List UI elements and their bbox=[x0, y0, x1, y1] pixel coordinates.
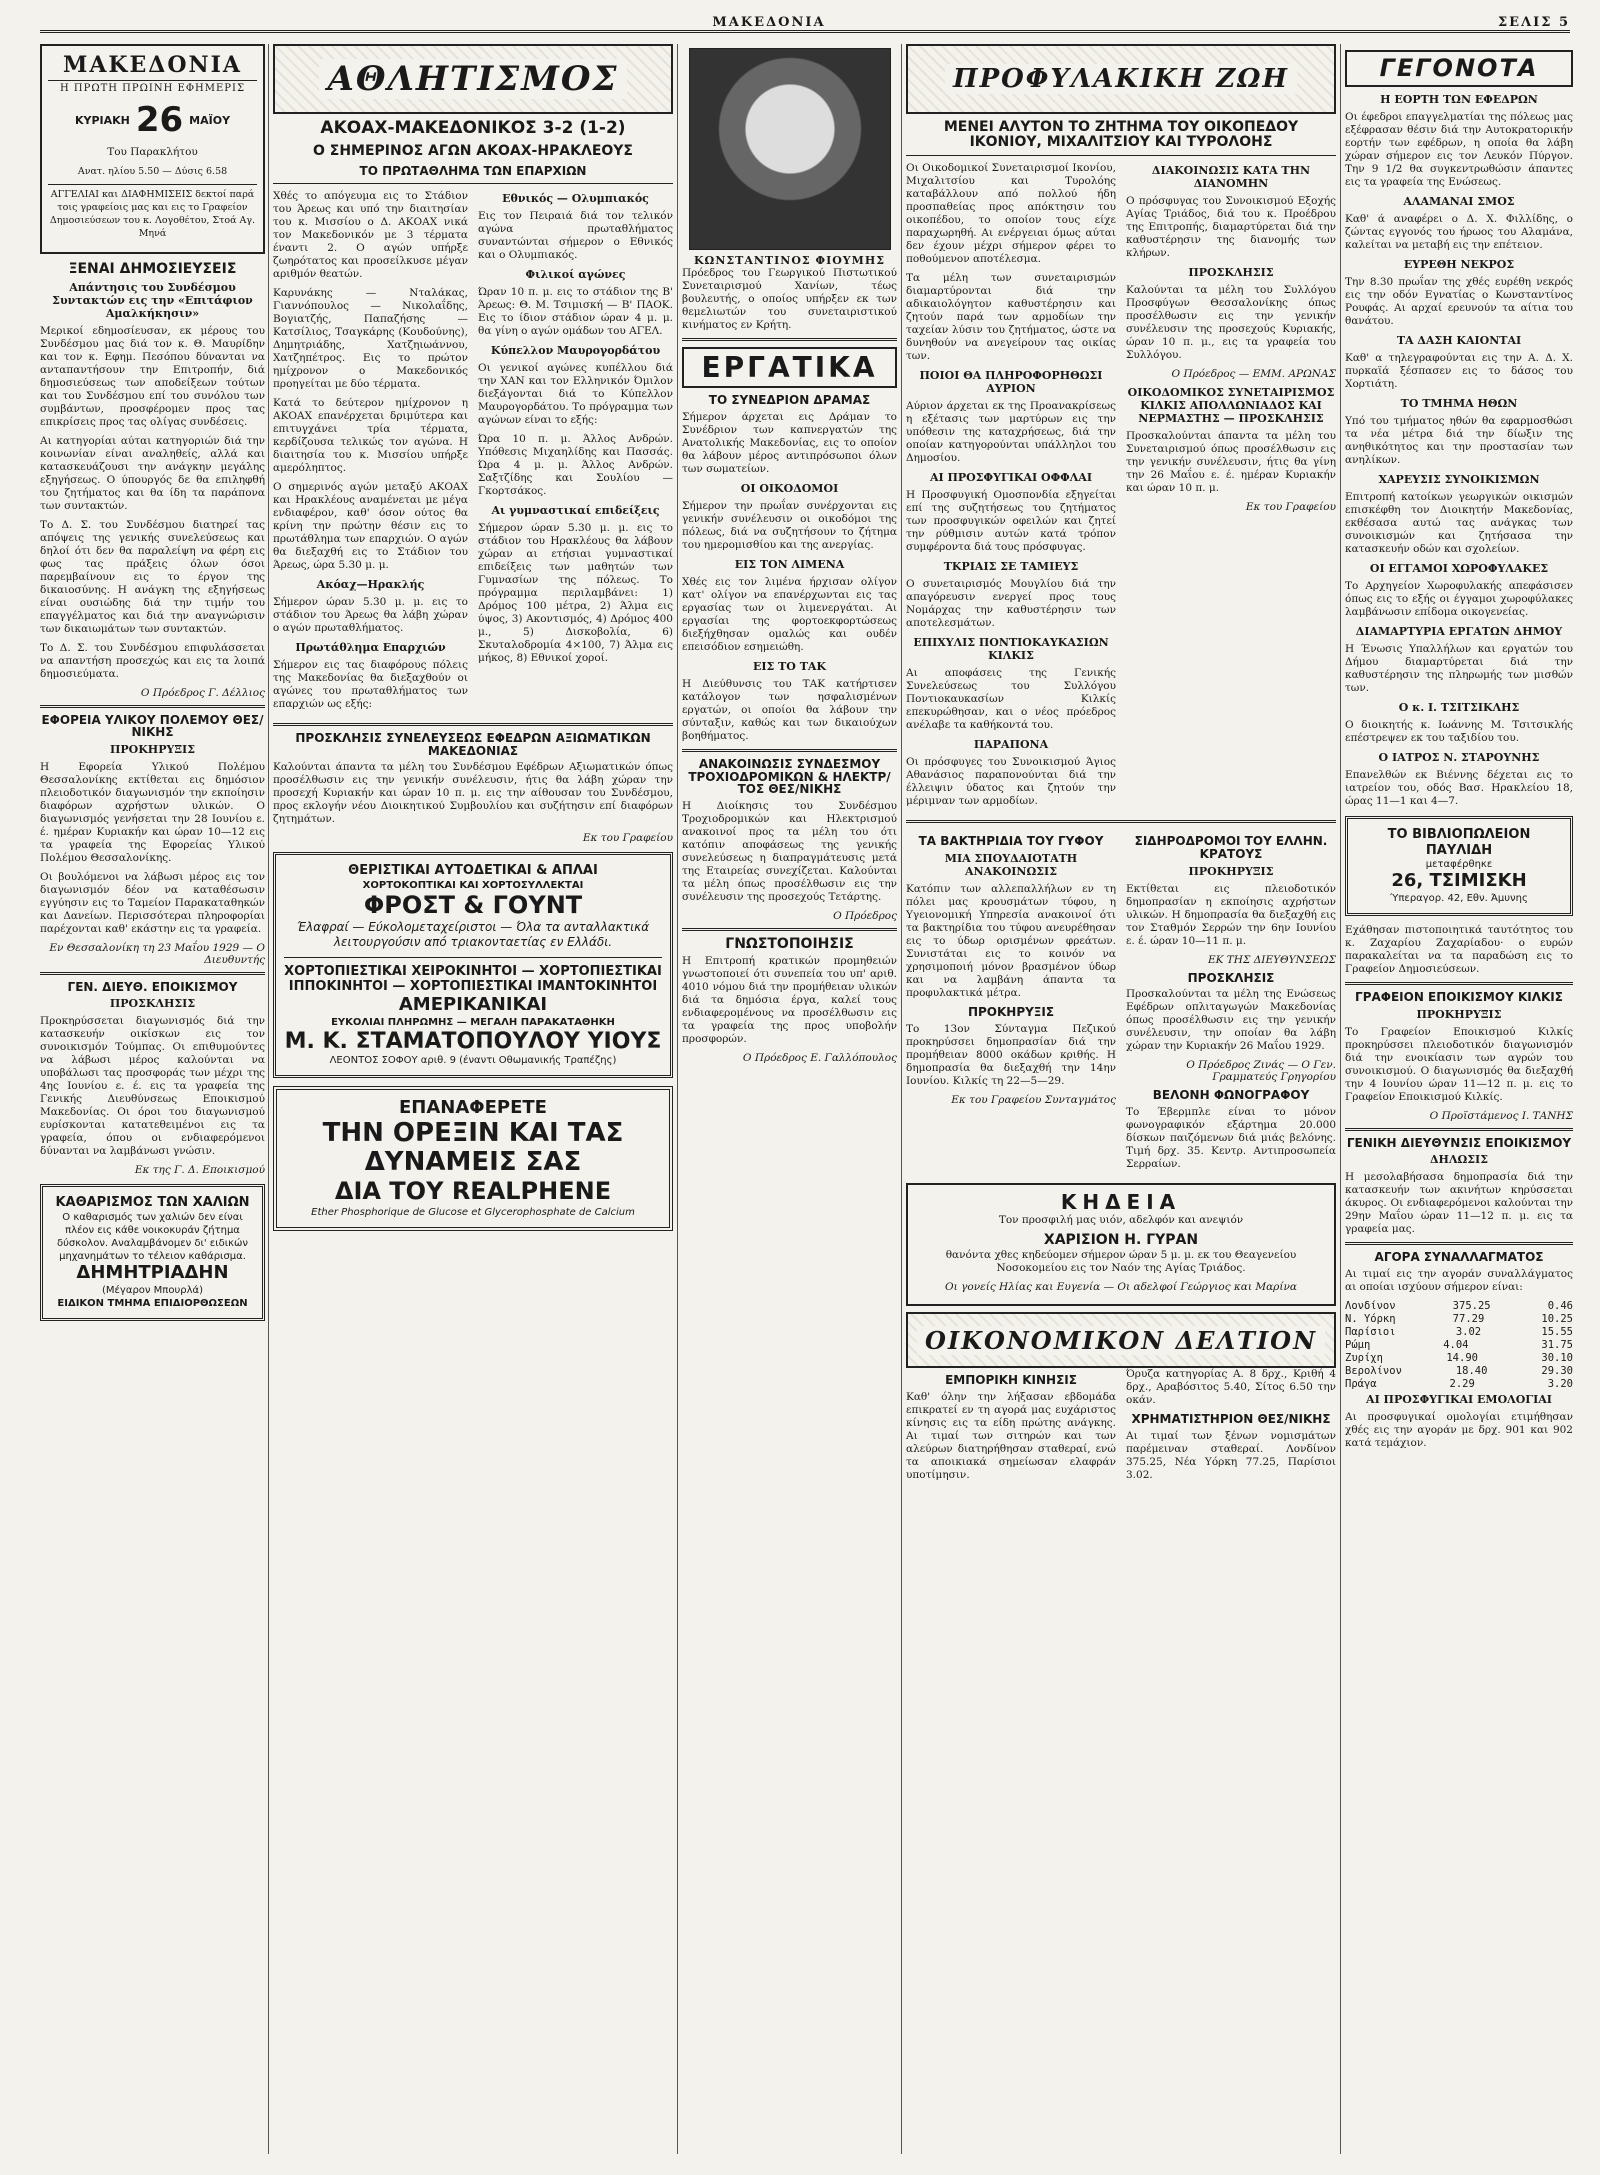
ad-address: ΛΕΟΝΤΟΣ ΣΟΦΟΥ αριθ. 9 (έναντι Οθωμανικής Τραπέζης) bbox=[329, 1054, 617, 1066]
article-text: Εις τον Πειραιά διά τον τελικόν αγώνα πρωταθλήματος συναντώνται σήμερον ο Εθνικός και ο Ολυμπιακός. bbox=[478, 210, 673, 262]
article-text: Αι αποφάσεις της Γενικής Συνελεύσεως του Συλλόγου Ποντιοκαυκασίων Κιλκίς επεκυρώθησαν, και ο νέος πρόεδρος ανέλαβε τα καθήκοντά του. bbox=[906, 667, 1116, 732]
article-text: Η Διεύθυνσις του ΤΑΚ κατήρτισεν κατάλογον των ησφαλισμένων εργατών, οι οποίοι θα λάβουν την σύνταξιν, καθώς και των δικαιούχων βοηθήματος. bbox=[682, 677, 897, 742]
article-text: Ο πρόσφυγας του Συνοικισμού Εξοχής Αγίας Τριάδος, διά του κ. Προέδρου της Επιτροπής, διαμαρτύρεται διά την καθυστέρησιν της διανομής των κλήρων. bbox=[1126, 195, 1336, 260]
signature: Ο Πρόεδρος bbox=[833, 909, 897, 922]
signature: Εκ του Γραφείου bbox=[582, 832, 673, 845]
headline-general-directorate: ΓΕΝΙΚΗ ΔΙΕΥΘΥΝΣΙΣ ΕΠΟΙΚΙΣΜΟΥ bbox=[1346, 1135, 1572, 1150]
separator bbox=[40, 972, 265, 975]
signature: Ο Πρόεδρος Ε. Γαλλόπουλος bbox=[742, 1052, 897, 1065]
banner-title: ΓΕΓΟΝΟΤΑ bbox=[1379, 54, 1539, 82]
ad-line: ΤΗΝ ΟΡΕΞΙΝ ΚΑΙ ΤΑΣ ΔΥΝΑΜΕΙΣ ΣΑΣ bbox=[322, 1117, 624, 1178]
headline-foreign: ΞΕΝΑΙ ΔΗΜΟΣΙΕΥΣΕΙΣ bbox=[68, 261, 237, 277]
banner-title: ΕΡΓΑΤΙΚΑ bbox=[701, 351, 878, 384]
price-cell-v1: 4.04 bbox=[1443, 1338, 1469, 1351]
ad-harvesters bbox=[273, 852, 673, 1078]
article-text: Οι πρόσφυγες του Συνοικισμού Άγιος Αθανάσιος παραπονούνται διά την έλλειψιν ύδατος και ζητούν την μέριμναν των αρμοδίων. bbox=[906, 756, 1116, 808]
headline-tax: ΕΦΟΡΕΙΑ ΥΛΙΚΟΥ ΠΟΛΕΜΟΥ ΘΕΣ/ΝΙΚΗΣ bbox=[41, 712, 264, 740]
ad-brand: ΦΡΟΣΤ & ΓΟΥΝΤ bbox=[363, 890, 583, 919]
section-heading: ΑΛΑΜΑΝΑΙ ΣΜΟΣ bbox=[1403, 195, 1515, 209]
ad-title: ΚΑΘΑΡΙΣΜΟΣ ΤΩΝ ΧΑΛΙΩΝ bbox=[55, 1195, 250, 1211]
separator bbox=[682, 338, 897, 341]
section-banner-labor bbox=[682, 347, 897, 388]
section-banner-economics bbox=[906, 1312, 1336, 1368]
ad-text: Ο καθαρισμός των χαλιών δεν είναι πλέον εις κάθε νοικοκυράν ζήτημα δύσκολον. Αναλαμβάνομεν δι' ειδικών μηχανημάτων το τέλειον καθάρισμα. bbox=[57, 1212, 248, 1263]
schedule-heading: Ακόαχ—Ηρακλής bbox=[316, 578, 425, 592]
sub-column-right bbox=[1126, 1368, 1336, 1488]
headline-drama: ΤΟ ΣΥΝΕΔΡΙΟΝ ΔΡΑΜΑΣ bbox=[708, 393, 871, 408]
schedule-heading: Πρωτάθλημα Επαρχιών bbox=[295, 641, 446, 655]
ad-line: ΧΟΡΤΟΚΟΠΤΙΚΑΙ ΚΑΙ ΧΟΡΤΟΣΥΛΛΕΚΤΑΙ bbox=[362, 879, 584, 891]
price-cell-v2: 3.20 bbox=[1547, 1377, 1573, 1390]
article-text: Το Έβερμπλε είναι το μόνον φωνογραφικόν εξάρτημα 20.000 δίσκων παιζόμενων διά μιάς βελόνης. Τιμή δρχ. 35. Κεντρ. Αντιπροσωπεία Σερραίων. bbox=[1126, 1105, 1336, 1170]
price-cell-name: Λονδίνον bbox=[1345, 1299, 1396, 1312]
ad-line: ΕΠΑΝΑΦΕΡΕΤΕ bbox=[399, 1096, 547, 1118]
sub-column-right bbox=[1126, 829, 1336, 1176]
article-text: Υπό του τμήματος ηθών θα εφαρμοσθώσι τα νέα μέτρα διά την δίωξιν της ανηθικότητος και την προστασίαν των ανηλίκων. bbox=[1345, 415, 1573, 467]
ad-line: ΧΟΡΤΟΠΙΕΣΤΙΚΑΙ ΧΕΙΡΟΚΙΝΗΤΟΙ — ΧΟΡΤΟΠΙΕΣΤΙΚΑΙ ΙΠΠΟΚΙΝΗΤΟΙ — ΧΟΡΤΟΠΙΕΣΤΙΚΑΙ ΙΜΑΝΤΟΚΙΝΗΤΟΙ bbox=[284, 963, 662, 995]
dateline bbox=[48, 100, 257, 140]
section-heading: ΕΥΡΕΘΗ ΝΕΚΡΟΣ bbox=[1403, 258, 1515, 272]
section-heading: ΑΙ ΠΡΟΣΦΥΓΙΚΑΙ ΟΦΦΛΑΙ bbox=[930, 471, 1092, 485]
signature: Ο Πρόεδρος Γ. Δέλλιος bbox=[140, 686, 265, 699]
price-cell-name: Παρίσιοι bbox=[1345, 1325, 1396, 1338]
section-heading: ΟΙΚΟΔΟΜΙΚΟΣ ΣΥΝΕΤΑΙΡΙΣΜΟΣ ΚΙΛΚΙΣ ΑΠΟΛΛΩΝΙΑΔΟΣ ΚΑΙ ΝΕΡΜΑΣΤΗΣ — ΠΡΟΣΚΛΗΣΙΣ bbox=[1127, 386, 1335, 426]
section-heading: ΤΚΡΙΑΙΣ ΣΕ ΤΑΜΙΕΥΣ bbox=[943, 560, 1079, 574]
headline-railways: ΣΙΔΗΡΟΔΡΟΜΟΙ ΤΟΥ ΕΛΛΗΝ. ΚΡΑΤΟΥΣ bbox=[1134, 834, 1328, 861]
sub-column-left bbox=[906, 1368, 1116, 1488]
ad-line: ΑΜΕΡΙΚΑΝΙΚΑΙ bbox=[398, 993, 548, 1015]
subhead-railways: ΠΡΟΚΗΡΥΞΙΣ bbox=[1188, 864, 1274, 878]
article-text: Αι προσφυγικαί ομολογίαι ετιμήθησαν χθές εις την αγοράν με δρχ. 901 και 902 κατά τεμάχιον. bbox=[1345, 1410, 1573, 1449]
article-text: Η μεσολαβήσασα δημοπρασία διά την κατασκευήν των ακινήτων κηρύσσεται άκυρος. Οι ενδιαφερόμενοι καλούνται την 29ην Μαΐου ώραν 11—12 π. μ. εις τα γραφεία μας. bbox=[1345, 1171, 1573, 1236]
article-text: Μερικοί εδημοσίευσαν, εκ μέρους του Συνδέσμου μας διά τον κ. Θ. Μαυρίδην και τον κ. Εφημ. Πεσόπου δύνανται να ανταπαντήσουν την Επιτροπήν, διά δημοσιεύσεως των αποδείξεων τούτων και του Συνδέσμου επί του συνόλου των συμβάντων, προσφέρομεν προς τας επικρίσεις προς τας ολίγας συνδέσεις. bbox=[40, 324, 265, 428]
article-text: Ο σημερινός αγών μεταξύ ΑΚΟΑΧ και Ηρακλέους αναμένεται με μέγα ενδιαφέρον, καθ' όσον ούτος θα κρίνη την πρώτην θέσιν εις το πρωτάθλημα των επαρχιών. Ο αγών θα διεξαχθή εις το Στάδιον του Άρεως, ώρα 5.30 μ. μ. bbox=[273, 481, 468, 572]
article-text: Το Αρχηγείον Χωροφυλακής απεφάσισεν όπως εις το εξής οι έγγαμοι χωροφύλακες λαμβάνωσιν επίδομα οικογενείας. bbox=[1345, 580, 1573, 619]
article-text: Καρυνάκης — Νταλάκας, Γιαννόπουλος — Νικολαΐδης, Βογιατζής, Παπαζήσης — Κατσίλιος, Τσαγκάρης (Κουδούνης), Δημητριάδης, Χατζηιωάννου, Χατζηπέτρος. Εις το πρώτον ημίχρονον ο Μακεδονικός προηγείται με δύο τέρματα. bbox=[273, 287, 468, 391]
article-text: Αύριον άρχεται εκ της Προανακρίσεως η εξέτασις των μαρτύρων εις την υπόθεσιν της καταχρήσεως, διά την οποίαν κατηγορούνται υπάλληλοι του Δημοσίου. bbox=[906, 400, 1116, 465]
section-heading: Αι γυμναστικαί επιδείξεις bbox=[491, 504, 660, 518]
section-heading: ΧΑΡΕΥΣΙΣ ΣΥΝΟΙΚΙΣΜΩΝ bbox=[1378, 473, 1540, 487]
price-cell-v2: 29.30 bbox=[1541, 1364, 1573, 1377]
section-heading: ΟΙ ΕΓΓΑΜΟΙ ΧΩΡΟΦΥΛΑΚΕΣ bbox=[1369, 562, 1549, 576]
article-text: Πρόεδρος του Γεωργικού Πιστωτικού Συνεταιρισμού Χανίων, τέως βουλευτής, ο οποίος υπήρξεν εκ των θεμελιωτών του συνεταιριστικού κινήματος εν Κρήτη. bbox=[682, 267, 897, 331]
date-number: 26 bbox=[135, 100, 184, 140]
section-heading: ΕΠΙΧΥΛΙΣ ΠΟΝΤΙΟΚΑΥΚΑΣΙΩΝ ΚΙΛΚΙΣ bbox=[913, 636, 1109, 663]
section-heading: ΤΟ ΤΜΗΜΑ ΗΘΩΝ bbox=[1400, 397, 1518, 411]
subhead-emigration: ΠΡΟΣΚΛΗΣΙΣ bbox=[109, 997, 196, 1011]
signature: ΕΚ ΤΗΣ ΔΙΕΥΘΥΝΣΕΩΣ bbox=[1207, 953, 1336, 966]
article-text: Το Γραφείον Εποικισμού Κιλκίς προκηρύσσει πλειοδοτικόν διαγωνισμόν διά την ενοικίασιν των αγρών του συνοικισμού. Ο διαγωνισμός θα διεξαχθή την 4 Ιουνίου ώραν 11—12 π. μ. εις το Γραφείον Εποικισμού Κιλκίς. bbox=[1345, 1025, 1573, 1103]
headline-invitation: ΠΡΟΣΚΛΗΣΙΣ bbox=[1187, 970, 1275, 985]
page-number: ΣΕΛΙΣ 5 bbox=[1497, 15, 1570, 30]
article-text: Εχάθησαν πιστοποιητικά ταυτότητος του κ. Ζαχαρίου Ζαχαρίαδου· ο ευρών παρακαλείται να τα παραδώση εις το Γραφείον Δημοσιεύσεων. bbox=[1345, 924, 1573, 976]
price-row bbox=[1345, 1339, 1573, 1352]
article-text: Κατόπιν των αλλεπαλλήλων εν τη πόλει μας κρουσμάτων τύφου, η Υγειονομική Υπηρεσία ανακοινοί ότι τα βακτηρίδια του τύφου ανευρέθησαν εις το ύδωρ ορισμένων φρεάτων. Συνιστάται εις το κοινόν να χρησιμοποιή μόνον βρασμένον ύδωρ και να λαμβάνη άπαντα τα προφυλακτικά μέτρα. bbox=[906, 882, 1116, 999]
article-text: Η Ένωσις Υπαλλήλων και εργατών του Δήμου διαμαρτύρεται διά την καθυστέρησιν της πληρωμής των μισθών των. bbox=[1345, 643, 1573, 695]
section-heading: Ο ΙΑΤΡΟΣ Ν. ΣΤΑΡΟΥΝΗΣ bbox=[1378, 751, 1540, 765]
ad-company: Μ. Κ. ΣΤΑΜΑΤΟΠΟΥΛΟΥ ΥΙΟΥΣ bbox=[284, 1028, 662, 1054]
price-cell-name: Ρώμη bbox=[1345, 1338, 1371, 1351]
subhead-general-directorate: ΔΗΛΩΣΙΣ bbox=[1430, 1153, 1488, 1167]
article-text: Ο διοικητής κ. Ιωάννης Μ. Τσιτσικλής επέστρεψεν εκ του ταξιδίου του. bbox=[1345, 719, 1573, 745]
subhead-tax: ΠΡΟΚΗΡΥΞΙΣ bbox=[110, 742, 195, 756]
section-heading: Κύπελλον Μαυρογορδάτου bbox=[490, 344, 661, 358]
funeral-text: θανόντα χθες κηδεύομεν σήμερον ώραν 5 μ. μ. εκ του Θεαγενείου Νοσοκομείου εις τον Ναόν της Αγίας Τριάδος. bbox=[945, 1249, 1297, 1275]
section-heading: Εθνικός — Ολυμπιακός bbox=[502, 192, 649, 206]
ad-line: ΕΥΚΟΛΙΑΙ ΠΛΗΡΩΜΗΣ — ΜΕΓΑΛΗ ΠΑΡΑΚΑΤΑΘΗΚΗ bbox=[331, 1016, 615, 1028]
ad-brand: ΔΙΑ ΤΟΥ REALPHENE bbox=[334, 1177, 612, 1206]
separator bbox=[1345, 982, 1573, 985]
article-text: Όρυζα κατηγορίας Α. 8 δρχ., Κριθή 4 δρχ., Αραβόσιτος 5.40, Σίτος 6.50 την οκάν. bbox=[1126, 1368, 1336, 1407]
price-row bbox=[1345, 1378, 1573, 1391]
signature: Εν Θεσσαλονίκη τη 23 Μαΐου 1929 — Ο Διευθυντής bbox=[49, 941, 265, 966]
date-month: ΜΑΪΟΥ bbox=[189, 113, 231, 127]
price-cell-v2: 30.10 bbox=[1541, 1351, 1573, 1364]
article-text: Η Επιτροπή κρατικών προμηθειών γνωστοποιεί ότι συνεπεία του υπ' αριθ. 4010 νόμου διά την προμήθειαν υλικών διά τα δημόσια έργα, καλεί τους ενδιαφερομένους να προσέλθωσιν εις τα γραφεία της προς υποβολήν προσφορών. bbox=[682, 955, 897, 1046]
ad-line: ΤΟ ΒΙΒΛΙΟΠΩΛΕΙΟΝ ΠΑΥΛΙΔΗ bbox=[1387, 827, 1531, 858]
signature: Εκ της Γ. Δ. Εποικισμού bbox=[134, 1164, 265, 1177]
article-text: Το Δ. Σ. του Συνδέσμου διατηρεί τας απόψεις της γενικής συνελεύσεως και δηλοί ότι δεν θα παραλείψη να φέρη εις φως τας πράξεις όλων όσοι παρεμβαίνουν εις το έργον της δικαιοσύνης. Η ανάγκη της εξηγήσεως είναι ουσιώδης διά την τιμήν του επαγγέλματος και διά την αναγνώρισιν των δικαιωμάτων των συντακτών. bbox=[40, 518, 265, 635]
column-divider bbox=[677, 44, 678, 2154]
article-text: Ώρα 10 π. μ. Άλλος Ανδρών. Υπόθεσις Μιχαηλίδης και Πασσάς. Ώρα 4 μ. μ. Άλλος Ανδρών. Σαξτζίδης και Σουλίου — Γκορτσάκος. bbox=[478, 433, 673, 498]
sub-column-right bbox=[1126, 162, 1336, 814]
section-heading: ΕΙΣ ΤΟΝ ΛΙΜΕΝΑ bbox=[734, 557, 845, 571]
sub-column-left bbox=[906, 829, 1116, 1176]
price-row bbox=[1345, 1352, 1573, 1365]
signature: Εκ του Γραφείου Συνταγμάτος bbox=[951, 1093, 1116, 1106]
price-cell-v1: 77.29 bbox=[1452, 1312, 1485, 1325]
two-column-block bbox=[273, 190, 673, 717]
price-table bbox=[1345, 1300, 1573, 1391]
column-divider bbox=[268, 44, 269, 2154]
article-text: Σήμερον την πρωΐαν συνέρχονται εις γενικήν συνέλευσιν οι οικοδόμοι της πόλεως, διά να συζητήσουν το ζήτημα του ημερομισθίου και της ανεργίας. bbox=[682, 499, 897, 551]
article-text: Ο συνεταιρισμός Μουγλίου διά την απαγόρευσιν ενεργεί προς τους Νομάρχας την καθυστέρησιν των αποτελεσμάτων. bbox=[906, 578, 1116, 630]
price-cell-name: Πράγα bbox=[1345, 1377, 1377, 1390]
column-divider bbox=[1340, 44, 1341, 2154]
separator bbox=[906, 820, 1336, 823]
ads-note: ΑΓΓΕΛΙΑΙ και ΔΙΑΦΗΜΙΣΕΙΣ δεκτοί παρά τοις γραφείοις μας και εις το Γραφείον Δημοσιεύσεων του κ. Λογοθέτου, Στοά Αγ. Μηνά bbox=[48, 184, 257, 240]
ad-line: Έλαφραί — Εύκολομεταχείριστοι — Όλα τα ανταλλακτικά λειτουργούσιν από τριακονταετίας εν Ελλάδι. bbox=[296, 919, 650, 950]
funeral-notice bbox=[906, 1183, 1336, 1307]
signature: Ο Πρόεδρος Ζινάς — Ο Γεν. Γραμματεύς Γρηγορίου bbox=[1186, 1059, 1336, 1084]
subhead-foreign: Απάντησις του Συνδέσμου Συντακτών εις την «Επιτάφιον Αμαλκήκησιν» bbox=[52, 280, 253, 320]
ad-line: Ύπεραγορ. 42, Εθν. Άμυνης bbox=[1390, 893, 1528, 905]
price-row bbox=[1345, 1313, 1573, 1326]
section-heading: ΠΑΡΑΠΟΝΑ bbox=[973, 738, 1049, 752]
article-text: Αι κατηγορίαι αύται κατηγοριών διά την κοινωνίαν είναι αναληθείς, αλλά και κατασκευάζουσι την ανάγκην μεγάλης εξηγήσεως. Ο ύπουργός δε θα επιληφθή του ζητήματος και θα ίδη τα παράπονα των συντακτών. bbox=[40, 434, 265, 512]
article-text: Τα μέλη των συνεταιρισμών διαμαρτύρονται διά την αδικαιολόγητον καθυστέρησιν και ζητούν παρά των αρμοδίων την ταχείαν λύσιν του ζητήματος, ώστε να δυνηθούν να ανεγείρουν τας οικίας των. bbox=[906, 272, 1116, 363]
ad-address: (Μέγαρον Μπουρλά) bbox=[102, 1284, 203, 1296]
column-2 bbox=[273, 44, 673, 1239]
section-heading: Φιλικοί αγώνες bbox=[525, 268, 626, 282]
article-text: Επιτροπή κατοίκων γεωργικών οικισμών επισκέφθη τον Διοικητήν Μακεδονίας, εκθέσασα αυτώ τας ανάγκας των συνοικισμών και ζητήσασα την κατασκευήν οδών και σχολείων. bbox=[1345, 491, 1573, 556]
article-text: Σήμερον ώραν 5.30 μ. μ. εις το στάδιον του Άρεως θα λάβη χώραν ο αγών πρωταθλήματος. bbox=[273, 596, 468, 635]
ad-address: 26, ΤΣΙΜΙΣΚΗ bbox=[1391, 870, 1527, 892]
article-text: Χθές το απόγευμα εις το Στάδιον του Άρεως και υπό την διαιτησίαν του κ. Μισσίου ο Δ. ΑΚΟΑΧ νικά τον Μακεδονικόν με 3 τέρματα έναντι 2. Ο αγών υπήρξε ζωηρότατος και προσείλκυσε μέγαν αριθμόν θεατών. bbox=[273, 190, 468, 281]
article-text: Την 8.30 πρωΐαν της χθές ευρέθη νεκρός εις την οδόν Εγνατίας ο Κωνσταντίνος Ρουφάς. Αι αρχαί ερευνούν τα αίτια του θανάτου. bbox=[1345, 276, 1573, 328]
headline-tender: ΠΡΟΚΗΡΥΞΙΣ bbox=[967, 1004, 1055, 1019]
article-text: Οι Οικοδομικοί Συνεταιρισμοί Ικονίου, Μιχαλιτσίου και Τυρολόης καταβάλλουν από πολλού ήδη προσπαθείας προς απόκτησιν του οικοπέδου, το οποίον τους είχε παραχωρηθή. Αι ενέργειαι όμως αύται δεν έχουν μέχρι σήμερον φέρει το ποθούμενον αποτέλεσμα. bbox=[906, 162, 1116, 266]
separator bbox=[682, 749, 897, 752]
article-text: Οι γενικοί αγώνες κυπέλλου διά την ΧΑΝ και τον Ελληνικόν Όμιλον διεξάγονται διά το Κύπελλον Μαυρογορδάτου. Το πρόγραμμα των αγώνων είναι το εξής: bbox=[478, 362, 673, 427]
article-text: Επανελθών εκ Βιέννης δέχεται εις το ιατρείον του, οδός Βασ. Ηρακλείου 18, ώρας 11—1 και 4—7. bbox=[1345, 769, 1573, 808]
column-5 bbox=[1345, 44, 1573, 1456]
banner-title: ΑΘΛΗΤΙΣΜΟΣ bbox=[319, 59, 626, 99]
separator bbox=[906, 155, 1336, 156]
price-cell-v1: 18.40 bbox=[1455, 1364, 1488, 1377]
article-text: Η Εφορεία Υλικού Πολέμου Θεσσαλονίκης εκτίθεται εις δημόσιον πλειοδοτικόν διαγωνισμόν την εκποίησιν διαφόρων αχρήστων υλικών. Ο διαγωνισμός γενήσεται την 28 Ιουνίου ε. έ. ημέραν Κυριακήν και ώραν 10—12 εις τα γραφεία της Εφορείας Υλικού Πολέμου Θεσσαλονίκης. bbox=[40, 760, 265, 864]
signature: Εκ του Γραφείου bbox=[1245, 501, 1336, 514]
section-heading: ΕΙΣ ΤΟ ΤΑΚ bbox=[752, 659, 826, 673]
signature: Ο Πρόεδρος — ΕΜΜ. ΑΡΩΝΑΣ bbox=[1171, 368, 1336, 381]
column-divider bbox=[901, 44, 902, 2154]
date-day: ΚΥΡΙΑΚΗ bbox=[74, 113, 130, 127]
price-cell-name: Ζυρίχη bbox=[1345, 1351, 1383, 1364]
article-text: Προσκαλούνται άπαντα τα μέλη του Συνεταιρισμού όπως προσέλθωσιν εις την γενικήν συνέλευσιν, ήτις θα γίνη την 26 Μαΐου ε. έ. ημέραν Κυριακήν και ώραν 10 π. μ. bbox=[1126, 430, 1336, 495]
column-1 bbox=[40, 44, 265, 1329]
price-cell-v1: 3.02 bbox=[1455, 1325, 1482, 1338]
price-cell-name: Βερολίνον bbox=[1345, 1364, 1402, 1377]
section-heading: ΑΙ ΠΡΟΣΦΥΓΙΚΑΙ ΕΜΟΛΟΓΙΑΙ bbox=[1366, 1392, 1552, 1406]
banner-title: ΠΡΟΦΥΛΑΚΙΚΗ ΖΩΗ bbox=[945, 64, 1297, 94]
ad-company: ΔΗΜΗΤΡΙΑΔΗΝ bbox=[76, 1262, 229, 1284]
signature: Ο Προϊστάμενος Ι. ΤΑΝΗΣ bbox=[1429, 1109, 1573, 1122]
price-row bbox=[1345, 1300, 1573, 1313]
headline-tram-union: ΑΝΑΚΟΙΝΩΣΙΣ ΣΥΝΔΕΣΜΟΥ ΤΡΟΧΙΟΔΡΟΜΙΚΩΝ & ΗΛΕΚΤΡ/ΤΟΣ ΘΕΣ/ΝΙΚΗΣ bbox=[688, 756, 891, 797]
section-banner-events bbox=[1345, 50, 1573, 87]
ad-line: ΘΕΡΙΣΤΙΚΑΙ ΑΥΤΟΔΕΤΙΚΑΙ & ΑΠΛΑΙ bbox=[348, 863, 598, 879]
article-text: Κατά το δεύτερον ημίχρονον η ΑΚΟΑΧ επανέρχεται δριμύτερα και επιτυγχάνει τρία τέρματα, κερδίζουσα τελικώς τον αγώνα. Η διαιτησία του κ. Μισσίου υπήρξε αμερόληπτος. bbox=[273, 397, 468, 475]
ad-bookshop bbox=[1345, 816, 1573, 916]
headline-exchange-market: ΑΓΟΡΑ ΣΥΝΑΛΛΑΓΜΑΤΟΣ bbox=[1374, 1250, 1544, 1265]
price-cell-v2: 31.75 bbox=[1541, 1338, 1573, 1351]
article-text: Ώραν 10 π. μ. εις το στάδιον της Β' Άρεως: Θ. Μ. Τσιμισκή — Β' ΠΑΟΚ. Εις το ίδιον στάδιον ώραν 4 μ. μ. θα γίνη ο αγών ομάδων του ΑΓΕΛ. bbox=[478, 286, 673, 338]
ad-line: Ether Phosphorique de Glucose et Glycerophosphate de Calcium bbox=[311, 1206, 635, 1218]
ad-carpet-cleaning bbox=[40, 1184, 265, 1320]
article-text: Η Προσφυγική Ομοσπονδία εξηγείται επί της συζητήσεως του ζητήματος των προσφυγικών οφειλών και ζητεί την ρύθμισιν αυτών κατά τρόπον συμφέροντα διά τους πρόσφυγας. bbox=[906, 489, 1116, 554]
separator bbox=[284, 957, 662, 958]
headline-lot: ΜΕΝΕΙ ΑΛΥΤΟΝ ΤΟ ΖΗΤΗΜΑ ΤΟΥ ΟΙΚΟΠΕΔΟΥ ΙΚΟΝΙΟΥ, ΜΙΧΑΛΙΤΣΙΟΥ ΚΑΙ ΤΥΡΟΛΟΗΣ bbox=[943, 119, 1299, 150]
section-heading: ΔΙΑΜΑΡΤΥΡΙΑ ΕΡΓΑΤΩΝ ΔΗΜΟΥ bbox=[1355, 625, 1563, 639]
headline-reserve-officers: ΠΡΟΣΚΛΗΣΙΣ ΣΥΝΕΛΕΥΣΕΩΣ ΕΦΕΔΡΩΝ ΑΞΙΩΜΑΤΙΚΩΝ ΜΑΚΕΔΟΝΙΑΣ bbox=[295, 731, 651, 758]
two-column-block bbox=[906, 1368, 1336, 1488]
article-text: Σήμερον ώραν 5.30 μ. μ. εις το στάδιον του Ηρακλέους θα λάβουν χώραν αι ετήσιαι γυμναστικαί επιδείξεις των μαθητών των Γυμνασίων της πόλεως. Το πρόγραμμα περιλαμβάνει: 1) Δρόμος 100 μέτρα, 2) Άλμα εις ύψος, 3) Ακοντισμός, 4) Δρόμος 400 μ., 5) Δισκοβολία, 6) Σκυταλοδρομία 4×100, 7) Άλμα εις μήκος, 8) Εθνικοί χοροί. bbox=[478, 522, 673, 665]
ad-line: μεταφέρθηκε bbox=[1425, 859, 1493, 871]
masthead bbox=[40, 44, 265, 254]
separator bbox=[273, 723, 673, 726]
article-text: Σήμερον άρχεται εις Δράμαν το Συνέδριον των καπνεργατών της Ανατολικής Μακεδονίας, εις το οποίον θα λάβουν μέρος αντιπρόσωποι όλων των σωματείων. bbox=[682, 410, 897, 475]
sun-times: Ανατ. ηλίου 5.50 — Δύσις 6.58 bbox=[77, 166, 228, 177]
sub-column-left bbox=[906, 162, 1116, 814]
price-row bbox=[1345, 1326, 1573, 1339]
article-text: Οι έφεδροι επαγγελματίαι της πόλεως μας εξέφρασαν θέσιν διά την Αυτοκρατορικήν εορτήν των εφέδρων, η οποία θα λάβη χώραν σήμερον εις τον Λευκόν Πύργον. Την 9 1/2 θα συγκεντρωθώσιν άπαντες εις τα γραφεία της Ενώσεως. bbox=[1345, 111, 1573, 189]
section-banner-sports bbox=[273, 44, 673, 114]
section-heading: Η ΕΟΡΤΗ ΤΩΝ ΕΦΕΔΡΩΝ bbox=[1380, 93, 1538, 107]
headline-today: Ο ΣΗΜΕΡΙΝΟΣ ΑΓΩΝ ΑΚΟΑΧ-ΗΡΑΚΛΕΟΥΣ bbox=[312, 142, 633, 159]
top-bar-title: ΜΑΚΕΔΟΝΙΑ bbox=[712, 15, 826, 30]
article-text: Το 13ον Σύνταγμα Πεζικού προκηρύσσει δημοπρασίαν διά την προμήθειαν 8000 οκάδων κριθής. Η δημοπρασία θα διεξαχθή την 14ην Ιουνίου. Κιλκίς τη 22—5—29. bbox=[906, 1022, 1116, 1087]
headline-championship: ΤΟ ΠΡΩΤΑΘΛΗΜΑ ΤΩΝ ΕΠΑΡΧΙΩΝ bbox=[359, 163, 587, 178]
price-cell-v2: 15.55 bbox=[1541, 1325, 1573, 1338]
separator bbox=[1345, 1242, 1573, 1245]
headline-kilkis: ΓΡΑΦΕΙΟΝ ΕΠΟΙΚΙΣΜΟΥ ΚΙΛΚΙΣ bbox=[1355, 990, 1563, 1005]
top-bar bbox=[40, 8, 1570, 33]
article-text: Προσκαλούνται τα μέλη της Ενώσεως Εφέδρων οπλιταγωγών Μακεδονίας όπως προσέλθωσιν εις την γενικήν συνέλευσιν, την οποίαν θα λάβη χώραν την Κυριακήν 26 Μαΐου 1929. bbox=[1126, 988, 1336, 1053]
article-text: Καθ' ά αναφέρει ο Δ. Χ. Φιλλίδης, ο ζώντας εγγονός του ήρωος του Αλαμάνα, καλείται να μεταβή εις την επέτειον. bbox=[1345, 213, 1573, 252]
separator bbox=[1345, 1128, 1573, 1131]
article-text: Αι τιμαί εις την αγοράν συναλλάγματος αι οποίαι ισχύουν σήμερον είναι: bbox=[1345, 1267, 1573, 1293]
funeral-name: ΧΑΡΙΣΙΟΝ Η. ΓΥΡΑΝ bbox=[1043, 1231, 1199, 1248]
price-row bbox=[1345, 1365, 1573, 1378]
column-3 bbox=[682, 44, 897, 1070]
price-cell-v1: 14.90 bbox=[1446, 1351, 1478, 1364]
funeral-intro: Τον προσφιλή μας υιόν, αδελφόν και ανεψιόν bbox=[998, 1213, 1244, 1226]
article-text: Η Διοίκησις του Συνδέσμου Τροχιοδρομικών και Ηλεκτρισμού ανακοινοί προς τα μέλη του ότι κατόπιν αποφάσεως της γενικής συνελεύσεως η διαπραγμάτευσις μετά της Εταιρείας συνεχίζεται. Καλούνται τα μέλη όπως προσέλθωσιν εις την συνέλευσιν της προσεχούς Τετάρτης. bbox=[682, 799, 897, 903]
masthead-title: ΜΑΚΕΔΟΝΙΑ bbox=[48, 52, 257, 81]
headline-notices: ΓΝΩΣΤΟΠΟΙΗΣΙΣ bbox=[725, 935, 854, 952]
price-cell-v1: 2.29 bbox=[1449, 1377, 1475, 1390]
section-heading: ΠΡΟΣΚΛΗΣΙΣ bbox=[1188, 266, 1274, 280]
section-heading: ΟΙ ΟΙΚΟΔΟΜΟΙ bbox=[740, 481, 839, 495]
article-text: Το Δ. Σ. του Συνδέσμου επιφυλάσσεται να απαντήση προσεχώς και εις τα λοιπά δημοσιεύματα. bbox=[40, 641, 265, 680]
ad-realphene bbox=[273, 1086, 673, 1231]
article-text: Χθές εις τον λιμένα ήρχισαν ολίγον κατ' ολίγον να επανέρχωνται εις τας εργασίας των οι λιμενεργάται. Αι εργασίαι της φορτοεκφορτώσεως διεξήχθησαν ομαλώς και ουδέν επεισόδιον εσημειώθη. bbox=[682, 575, 897, 653]
separator bbox=[40, 705, 265, 708]
ad-department: ΕΙΔΙΚΟΝ ΤΜΗΜΑ ΕΠΙΔΙΟΡΘΩΣΕΩΝ bbox=[57, 1297, 248, 1309]
section-heading: ΤΑ ΔΑΣΗ ΚΑΙΟΝΤΑΙ bbox=[1396, 334, 1522, 348]
article-text: Εκτίθεται εις πλειοδοτικόν δημοπρασίαν η εκποίησις αχρήστων υλικών. Η δημοπρασία θα διεξαχθή εις τον Σταθμόν Σερρών την 6ην Ιουνίου ε. έ. ώραν 10—11 π. μ. bbox=[1126, 882, 1336, 947]
funeral-signature: Οι γονείς Ηλίας και Ευγενία — Οι αδελφοί Γεώργιος και Μαρίνα bbox=[945, 1281, 1297, 1294]
section-banner-refugee-life bbox=[906, 44, 1336, 114]
section-heading: Ο κ. Ι. ΤΣΙΤΣΙΚΛΗΣ bbox=[1398, 701, 1520, 715]
section-heading: ΔΙΑΚΟΙΝΩΣΙΣ ΚΑΤΑ ΤΗΝ ΔΙΑΝΟΜΗΝ bbox=[1151, 164, 1311, 191]
column-4 bbox=[906, 44, 1336, 1488]
headline-match: ΑΚΟΑΧ-ΜΑΚΕΔΟΝΙΚΟΣ 3-2 (1-2) bbox=[320, 118, 626, 138]
headline-exchange: ΧΡΗΜΑΤΙΣΤΗΡΙΟΝ ΘΕΣ/ΝΙΚΗΣ bbox=[1131, 1412, 1331, 1427]
sub-column-left bbox=[273, 190, 468, 717]
subhead-kilkis: ΠΡΟΚΗΡΥΞΙΣ bbox=[1416, 1007, 1502, 1021]
separator bbox=[682, 928, 897, 931]
article-text: Οι βουλόμενοι να λάβωσι μέρος εις τον διαγωνισμόν δέον να καταθέσωσιν εγγύησιν εις το Ταμείον Παρακαταθηκών και Δανείων. Περισσότεραι πληροφορίαι παρέχονται καθ' εκάστην εις τα γραφεία. bbox=[40, 870, 265, 935]
sub-column-right bbox=[478, 190, 673, 717]
separator bbox=[273, 183, 673, 184]
article-text: Σήμερον εις τας διαφόρους πόλεις της Μακεδονίας θα διεξαχθούν οι αγώνες του πρωταθλήματος των επαρχιών ως εξής: bbox=[273, 659, 468, 711]
price-cell-name: Ν. Υόρκη bbox=[1345, 1312, 1396, 1325]
section-heading: ΠΟΙΟΙ ΘΑ ΠΛΗΡΟΦΟΡΗΘΩΣΙ ΑΥΡΙΟΝ bbox=[919, 369, 1103, 396]
masthead-subtitle: Η ΠΡΩΤΗ ΠΡΩΙΝΗ ΕΦΗΜΕΡΙΣ bbox=[59, 83, 246, 94]
headline-needle: ΒΕΛΟΝΗ ΦΩΝΟΓΡΑΦΟΥ bbox=[1152, 1088, 1310, 1103]
portrait-photo bbox=[689, 48, 891, 250]
price-cell-v2: 0.46 bbox=[1547, 1299, 1573, 1312]
two-column-block bbox=[906, 162, 1336, 814]
banner-title: ΟΙΚΟΝΟΜΙΚΟΝ ΔΕΛΤΙΟΝ bbox=[917, 1326, 1325, 1355]
article-text: Αι τιμαί των ξένων νομισμάτων παρέμειναν σταθεραί. Λονδίνον 375.25, Νέα Υόρκη 77.25, Παρίσιοι 3.02. bbox=[1126, 1430, 1336, 1482]
article-text: Προκηρύσσεται διαγωνισμός διά την κατασκευήν οικίσκων εις τον συνοικισμόν Τούμπας. Οι επιθυμούντες να λάβωσι μέρος καλούνται να υποβάλωσι τας προσφοράς των μέχρι της 4ης Ιουνίου ε. έ. εις τα γραφεία της Γενικής Διευθύνσεως Εποικισμού Μακεδονίας. Οι όροι του διαγωνισμού ευρίσκονται κατατεθειμένοι εις τα γραφεία, όπου οι ενδιαφερόμενοι δύνανται να λαμβάνωσι γνώσιν. bbox=[40, 1015, 265, 1158]
article-text: Καλούνται τα μέλη του Συλλόγου Προσφύγων Θεσσαλονίκης όπως προσέλθωσιν εις την γενικήν συνέλευσιν της προσεχούς Κυριακής, ώραν 10 π. μ., εις τα γραφεία του Συλλόγου. bbox=[1126, 284, 1336, 362]
price-cell-v1: 375.25 bbox=[1452, 1299, 1491, 1312]
price-cell-v2: 10.25 bbox=[1541, 1312, 1573, 1325]
article-text: Καλούνται άπαντα τα μέλη του Συνδέσμου Εφέδρων Αξιωματικών όπως προσέλθωσιν εις την γενικήν συνέλευσιν, ήτις θα λάβη χώραν την προσεχή Κυριακήν και ώραν 10 π. μ. εις την αίθουσαν του Συνδέσμου, προς εκλογήν νέου Διοικητικού Συμβουλίου και συζήτησιν επί διαφόρων ζητημάτων. bbox=[273, 761, 673, 826]
two-column-block bbox=[906, 829, 1336, 1176]
headline-typhoid: ΤΑ ΒΑΚΤΗΡΙΔΙΑ ΤΟΥ ΓΥΦΟΥ bbox=[918, 834, 1104, 849]
feast-day: Του Παρακλήτου bbox=[107, 146, 198, 158]
headline-emigration: ΓΕΝ. ΔΙΕΥΘ. ΕΠΟΙΚΙΣΜΟΥ bbox=[67, 979, 238, 994]
funeral-title: ΚΗΔΕΙΑ bbox=[1060, 1189, 1182, 1214]
headline-market: ΕΜΠΟΡΙΚΗ ΚΙΝΗΣΙΣ bbox=[945, 1373, 1077, 1388]
portrait-caption: ΚΩΝΣΤΑΝΤΙΝΟΣ ΦΙΟΥΜΗΣ bbox=[693, 254, 886, 267]
article-text: Καθ' όλην την λήξασαν εβδομάδα επικρατεί εν τη αγορά μας ευχάριστος κίνησις εις τα είδη πρώτης ανάγκης. Αι τιμαί των σιτηρών και των αλεύρων διατηρήθησαν σταθεραί, ενώ τα αποικιακά σημείωσαν ελαφράν υποτίμησιν. bbox=[906, 1391, 1116, 1482]
subhead-typhoid: ΜΙΑ ΣΠΟΥΔΑΙΟΤΑΤΗ ΑΝΑΚΟΙΝΩΣΙΣ bbox=[944, 851, 1078, 878]
article-text: Καθ' α τηλεγραφούνται εις την Α. Δ. Χ. πυρκαϊά ξέσπασεν εις το δάσος του Χορτιάτη. bbox=[1345, 352, 1573, 391]
